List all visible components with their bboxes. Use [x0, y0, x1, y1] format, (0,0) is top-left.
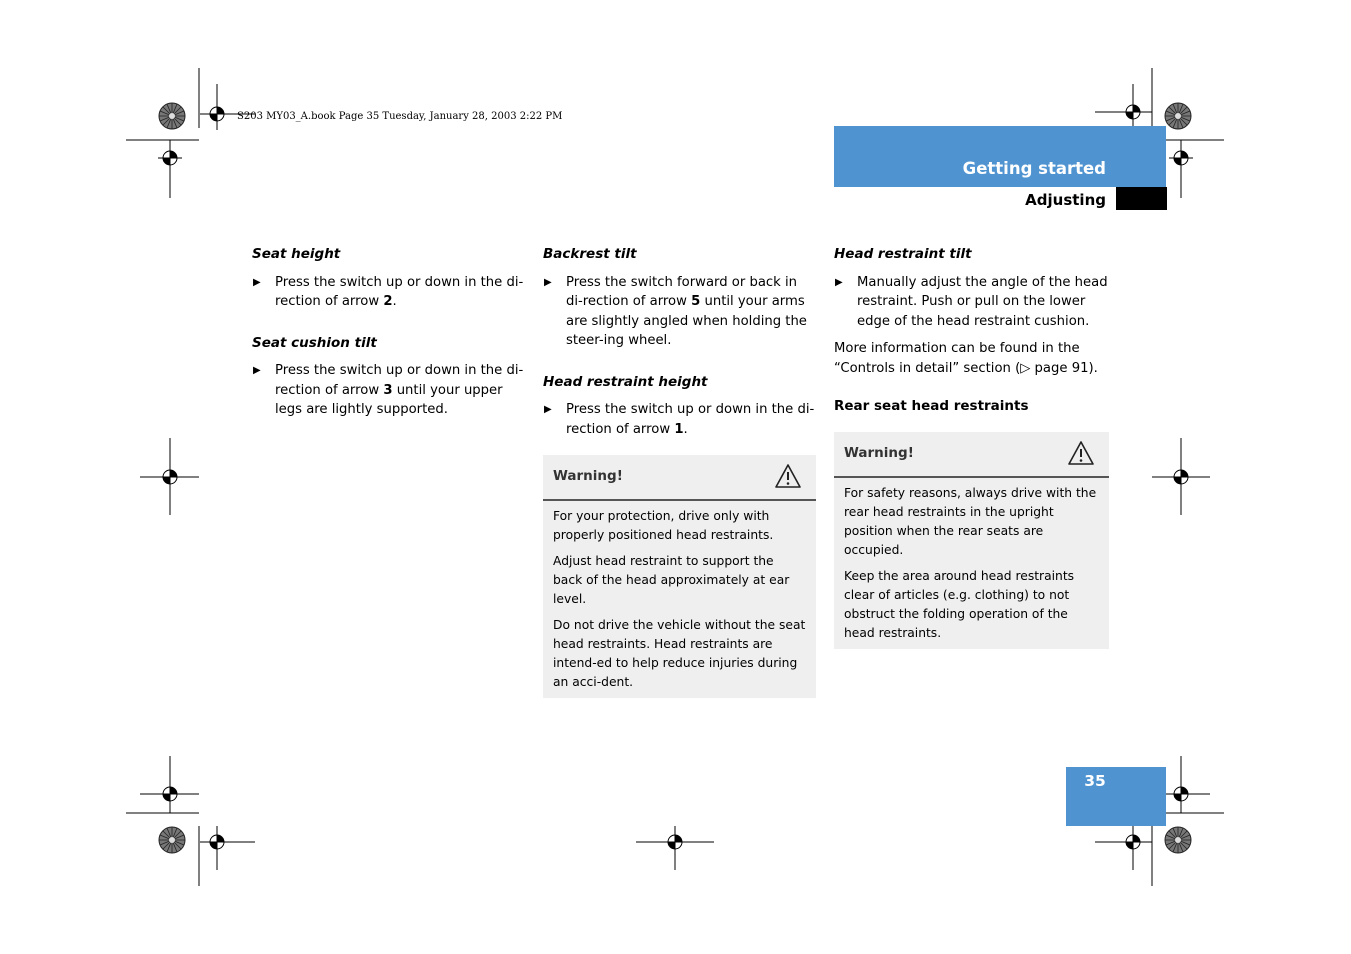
warning-triangle-icon [1067, 440, 1095, 466]
heading-backrest-tilt: Backrest tilt [543, 246, 637, 262]
warning-paragraph: Do not drive the vehicle without the seat head restraints. Head restraints are intend-ed to help reduce injuries during an acci-dent. [553, 618, 806, 689]
arrow-number: 2 [383, 294, 393, 309]
warning-paragraph: For safety reasons, always drive with the rear head restraints in the upright position when the rear seats are occupied. [844, 485, 1097, 557]
arrow-number: 1 [674, 421, 684, 437]
bullet-text: Press the switch up or down in the di-rection of arrow [275, 274, 524, 309]
warning-header [834, 432, 1109, 478]
header-marker-block [1116, 187, 1167, 210]
arrow-number: 5 [691, 294, 701, 309]
subsection-title: Adjusting [1025, 191, 1106, 209]
warning-box-front [543, 455, 816, 698]
triangle-right-icon: ▶ [835, 276, 843, 288]
bullet-head-restraint-tilt [834, 273, 1109, 332]
more-info-paragraph: More information can be found in the “Controls in detail” section (▷ page 91). [834, 341, 1098, 376]
warning-paragraph: Keep the area around head restraints clear of articles (e.g. clothing) to not obstruct the folding operation of the head restraints. [844, 568, 1075, 640]
warning-paragraph: For your protection, drive only with properly positioned head restraints. [553, 509, 774, 542]
bullet-text: Manually adjust the angle of the head restraint. Push or pull on the lower edge of the head restraint cushion. [857, 274, 1108, 329]
bullet-seat-cushion-tilt [252, 361, 527, 420]
bullet-head-restraint-height [543, 400, 816, 439]
bullet-text-end: until your upper legs are lightly supported. [275, 382, 503, 417]
warning-body [834, 478, 1109, 649]
heading-head-restraint-tilt: Head restraint tilt [834, 246, 972, 262]
warning-paragraph: Adjust head restraint to support the back of the head approximately at ear level. [553, 554, 790, 606]
triangle-right-icon: ▶ [544, 276, 552, 288]
print-info: S203 MY03_A.book Page 35 Tuesday, January 28, 2003 2:22 PM [237, 111, 563, 122]
arrow-number: 3 [383, 382, 393, 398]
bullet-text: Press the switch forward or back in di-rection of arrow [566, 274, 798, 309]
triangle-right-icon: ▶ [544, 404, 552, 415]
bullet-backrest-tilt [543, 273, 816, 351]
heading-seat-cushion-tilt: Seat cushion tilt [252, 334, 377, 351]
warning-box-rear [834, 432, 1109, 649]
warning-header [543, 455, 816, 501]
bullet-seat-height [252, 273, 527, 312]
page-number: 35 [1084, 772, 1106, 790]
heading-rear-seat-head-restraints: Rear seat head restraints [834, 398, 1029, 414]
column-2 [543, 245, 816, 698]
bullet-text: Press the switch up or down in the di-rection of arrow [275, 363, 524, 398]
bullet-text-end: . [392, 294, 397, 309]
column-1 [252, 245, 527, 436]
bullet-text: Press the switch up or down in the di-rection of arrow [566, 402, 815, 437]
section-title: Getting started [962, 159, 1106, 178]
warning-title: Warning! [844, 444, 914, 461]
triangle-right-icon: ▶ [253, 365, 261, 376]
heading-seat-height: Seat height [252, 246, 341, 262]
bullet-text-end: . [683, 421, 688, 437]
warning-triangle-icon [774, 463, 802, 489]
heading-head-restraint-height: Head restraint height [543, 373, 708, 390]
column-3 [834, 245, 1109, 649]
triangle-right-icon: ▶ [253, 276, 261, 288]
warning-title: Warning! [553, 468, 623, 484]
warning-body [543, 501, 816, 698]
bullet-text-end: until your arms are slightly angled when holding the steer-ing wheel. [566, 294, 807, 348]
